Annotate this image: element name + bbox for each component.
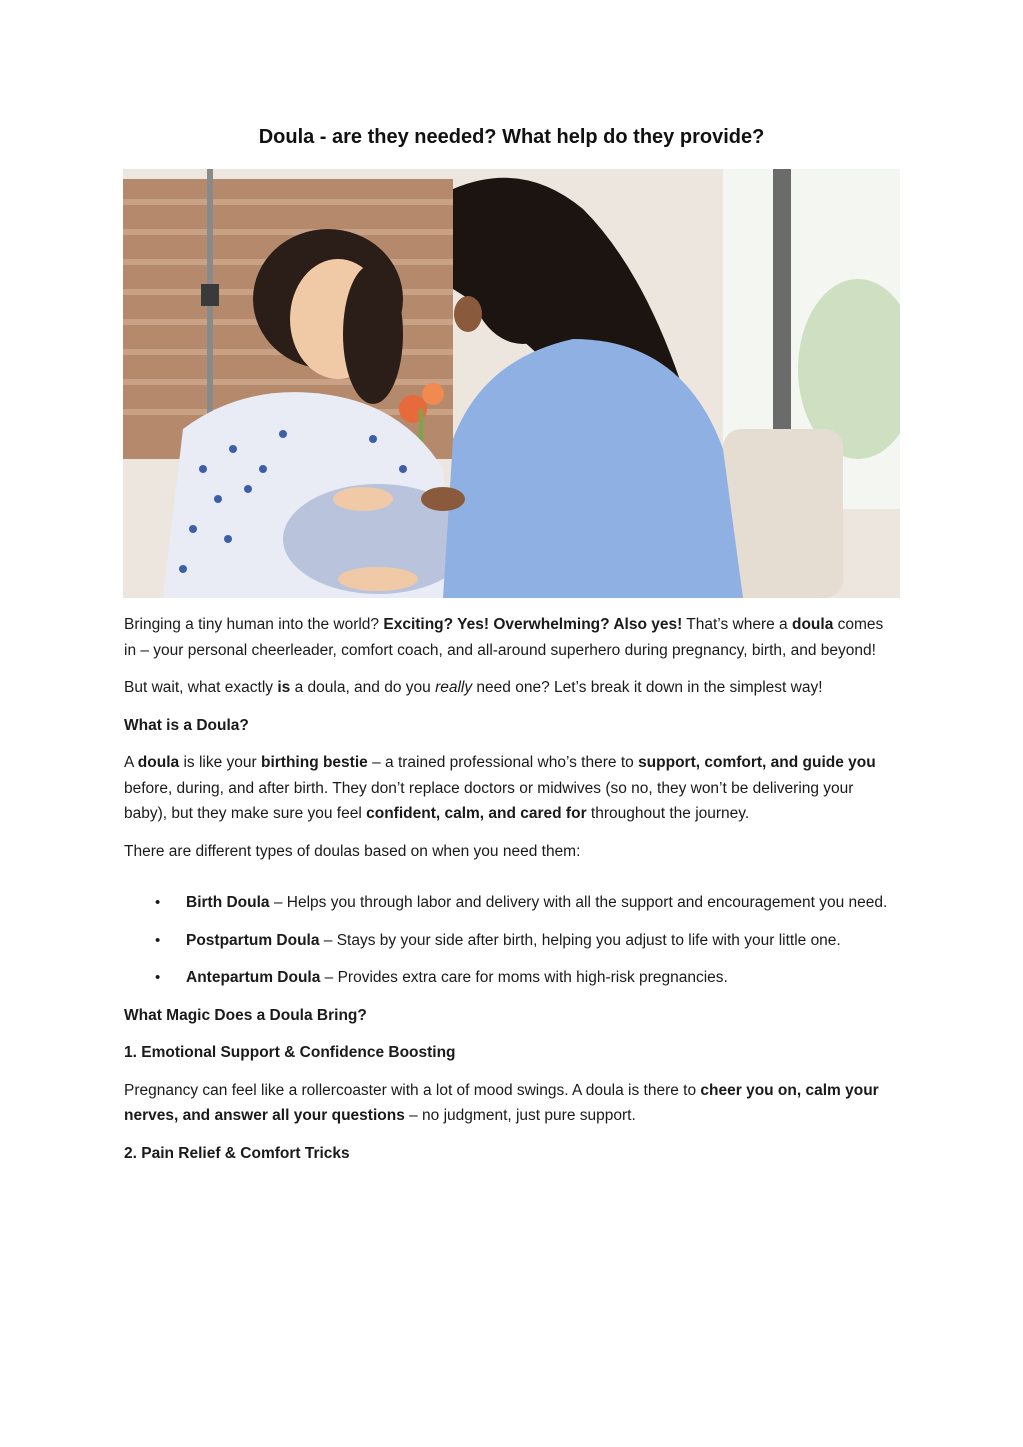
page-title: Doula - are they needed? What help do they provide?	[258, 126, 765, 148]
text-run: That’s where a	[682, 616, 792, 633]
subsection-heading-1: 1. Emotional Support & Confidence Boosting	[124, 1044, 456, 1061]
text-run: Pregnancy can feel like a rollercoaster with a lot of mood swings. A doula is there to	[124, 1081, 701, 1099]
text-run: – no judgment, just pure support.	[404, 1107, 636, 1124]
text-run: need one? Let’s break it down in the simplest way!	[472, 679, 823, 696]
text-run: Bringing a tiny human into the world?	[124, 616, 384, 633]
type-name: Birth Doula	[186, 894, 270, 911]
type-name: Antepartum Doula	[186, 969, 321, 986]
type-description: – Stays by your side after birth, helping you adjust to life with your little one.	[319, 931, 841, 949]
text-run: is like your	[179, 754, 261, 771]
text-run: comes in – your personal cheerleader, comfort coach, and all-around superhero during pregnancy, birth, and beyond!	[124, 616, 884, 659]
type-description: – Helps you through labor and delivery with all the support and encouragement you need.	[269, 894, 888, 911]
text-run: throughout the journey.	[586, 805, 750, 822]
intro-paragraph-2	[124, 675, 899, 701]
section-heading-what-is: What is a Doula?	[124, 716, 249, 734]
bullet-icon: •	[155, 969, 161, 986]
types-intro: There are different types of doulas based on when you need them:	[124, 842, 581, 860]
text-run: – a trained professional who’s there to	[367, 754, 639, 771]
text-run-bold: confident, calm, and cared for	[366, 805, 587, 822]
text-run: before, during, and after birth. They don’t replace doctors or midwives (so no, they won’t be delivering your baby), but they make sure you feel	[124, 779, 854, 822]
text-run-bold: support, comfort, and guide you	[638, 754, 876, 771]
text-run-bold: Exciting? Yes! Overwhelming? Also yes!	[383, 616, 683, 633]
text-run-bold: is	[277, 679, 291, 696]
doula-types-list	[124, 890, 899, 991]
list-item	[124, 965, 899, 991]
what-is-paragraph	[124, 750, 899, 827]
list-item	[124, 928, 899, 954]
subsection-heading-2: 2. Pain Relief & Comfort Tricks	[124, 1144, 350, 1162]
bullet-icon: •	[155, 894, 161, 911]
article-body	[124, 612, 899, 1178]
type-name: Postpartum Doula	[186, 931, 320, 949]
photo-doula-with-mother-and-newborn	[123, 169, 900, 598]
text-run: A	[124, 754, 138, 771]
intro-paragraph-1	[124, 612, 899, 663]
text-run-italic: really	[435, 679, 473, 696]
text-run-bold: doula	[791, 616, 834, 633]
text-run-bold: doula	[137, 754, 180, 771]
text-run-bold: birthing bestie	[260, 754, 368, 771]
emotional-support-paragraph	[124, 1078, 899, 1129]
type-description: – Provides extra care for moms with high-risk pregnancies.	[320, 969, 728, 986]
bullet-icon: •	[155, 931, 161, 949]
text-run: a doula, and do you	[290, 679, 436, 696]
list-item	[124, 890, 899, 916]
text-run-bold: cheer you on, calm your nerves, and answer all your questions	[124, 1081, 879, 1124]
text-run: But wait, what exactly	[124, 679, 278, 696]
section-heading-magic: What Magic Does a Doula Bring?	[124, 1006, 367, 1024]
